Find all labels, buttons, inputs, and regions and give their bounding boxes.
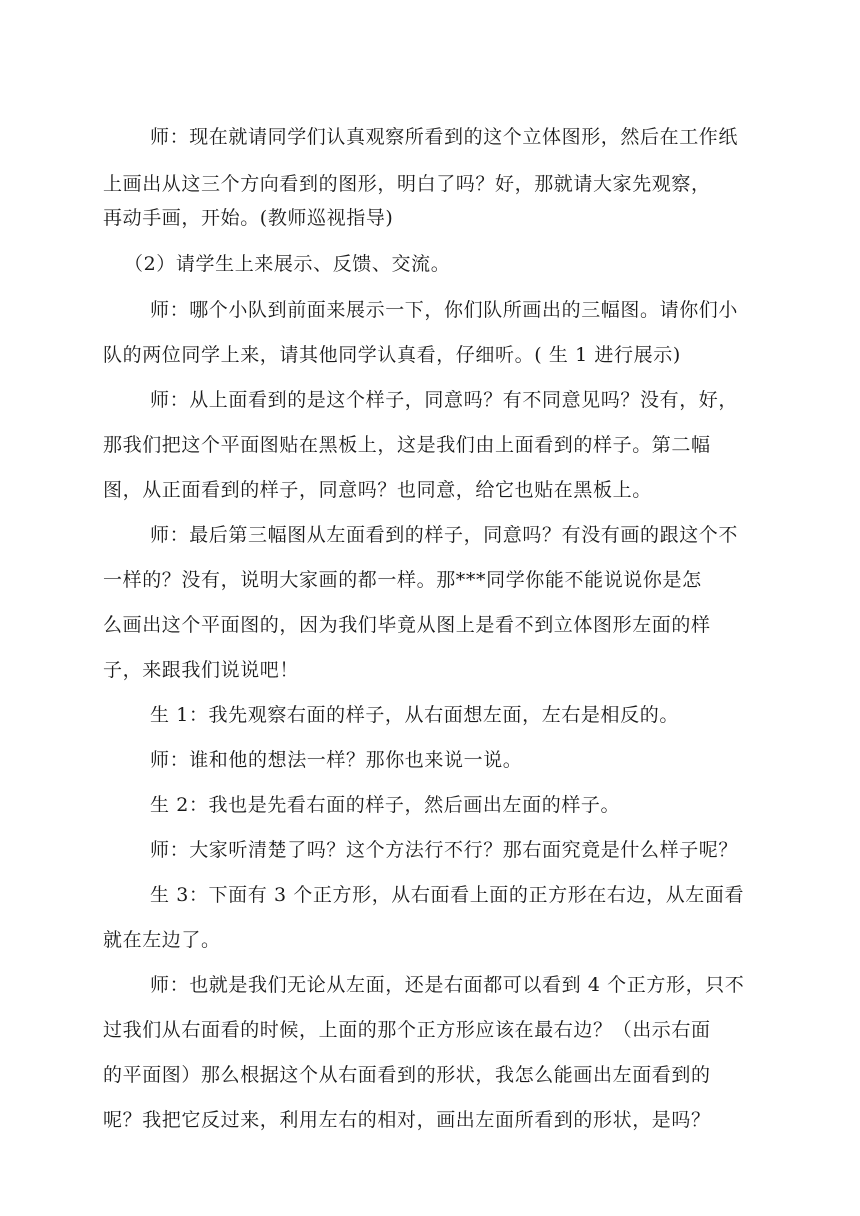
text-line: 么画出这个平面图的，因为我们毕竟从图上是看不到立体图形左面的样: [103, 614, 711, 636]
text-line: 再动手画，开始。(教师巡视指导): [103, 207, 394, 229]
text-line: 子，来跟我们说说吧！: [103, 659, 300, 681]
text-line: 师：现在就请同学们认真观察所看到的这个立体图形，然后在工作纸: [150, 126, 739, 148]
text-line: 一样的？没有，说明大家画的都一样。那***同学你能不能说说你是怎: [103, 569, 702, 591]
text-line: 队的两位同学上来，请其他同学认真看，仔细听。( 生 1 进行展示): [103, 344, 681, 366]
text-line: 那我们把这个平面图贴在黑板上，这是我们由上面看到的样子。第二幅: [103, 434, 711, 456]
text-line: 师：大家听清楚了吗？这个方法行不行？那右面究竟是什么样子呢？: [150, 839, 739, 861]
text-line: 师：也就是我们无论从左面，还是右面都可以看到 4 个正方形，只不: [150, 974, 745, 996]
text-line: 生 1：我先观察右面的样子，从右面想左面，左右是相反的。: [150, 704, 679, 726]
text-line: 上画出从这三个方向看到的图形，明白了吗？好，那就请大家先观察，: [103, 173, 711, 195]
text-line: 就在左边了。: [103, 929, 221, 951]
text-line: 的平面图）那么根据这个从右面看到的形状，我怎么能画出左面看到的: [103, 1064, 711, 1086]
text-line: 图，从正面看到的样子，同意吗？也同意，给它也贴在黑板上。: [103, 479, 652, 501]
text-line: 师：哪个小队到前面来展示一下，你们队所画出的三幅图。请你们小: [150, 299, 739, 321]
text-line: 生 2：我也是先看右面的样子，然后画出左面的样子。: [150, 794, 621, 816]
text-line: 师：谁和他的想法一样？那你也来说一说。: [150, 749, 523, 771]
text-line: 师：从上面看到的是这个样子，同意吗？有不同意见吗？没有，好，: [150, 389, 739, 411]
text-line: 生 3：下面有 3 个正方形，从右面看上面的正方形在右边，从左面看: [150, 884, 745, 906]
text-line: （2）请学生上来展示、反馈、交流。: [124, 253, 451, 275]
text-line: 呢？我把它反过来，利用左右的相对，画出左面所看到的形状，是吗？: [103, 1109, 711, 1131]
text-line: 师：最后第三幅图从左面看到的样子，同意吗？有没有画的跟这个不: [150, 524, 739, 546]
text-line: 过我们从右面看的时候，上面的那个正方形应该在最右边？（出示右面: [103, 1019, 711, 1041]
